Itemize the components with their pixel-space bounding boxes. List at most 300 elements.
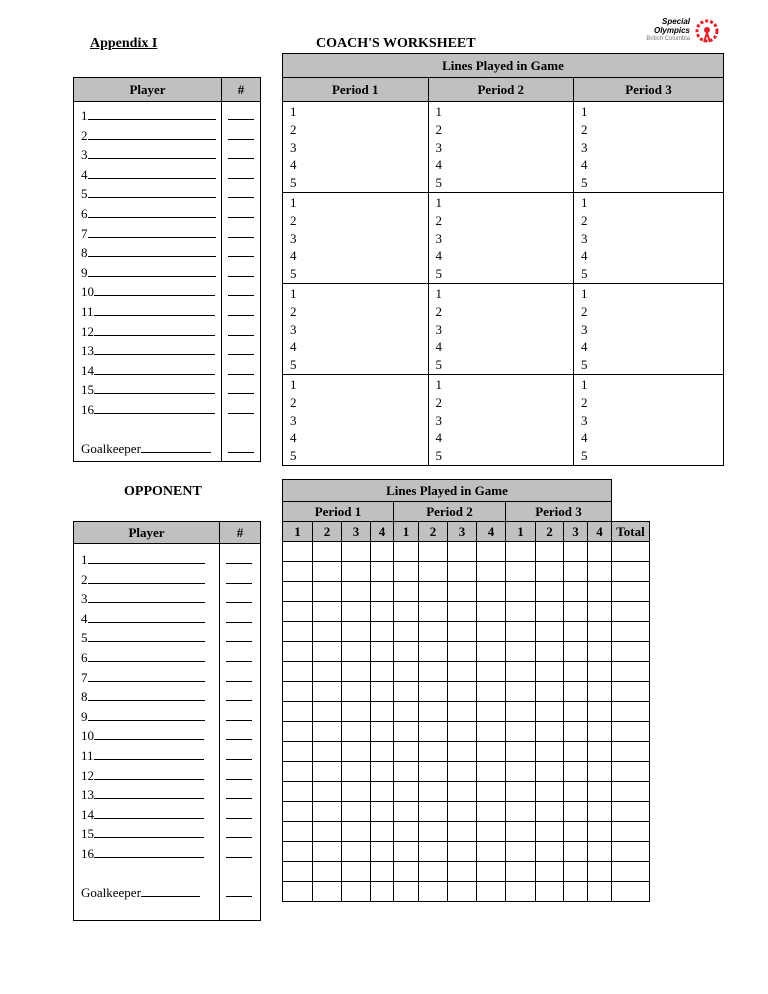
line-cell[interactable]	[477, 882, 506, 902]
line-cell[interactable]	[588, 582, 612, 602]
total-cell[interactable]	[612, 882, 650, 902]
line-cell[interactable]	[371, 722, 394, 742]
line-cell[interactable]	[419, 702, 448, 722]
line-cell[interactable]	[564, 862, 588, 882]
line-cell[interactable]	[313, 682, 342, 702]
line-cell[interactable]	[588, 562, 612, 582]
period-cell[interactable]	[574, 192, 724, 283]
line-cell[interactable]	[506, 802, 536, 822]
line-cell[interactable]	[313, 662, 342, 682]
line-cell[interactable]	[506, 822, 536, 842]
line-cell[interactable]	[564, 542, 588, 562]
player-name-blank[interactable]	[88, 649, 205, 662]
line-cell[interactable]	[536, 622, 564, 642]
line-cell[interactable]	[342, 882, 371, 902]
line-cell[interactable]	[419, 742, 448, 762]
line-cell[interactable]	[564, 822, 588, 842]
line-cell[interactable]	[536, 882, 564, 902]
line-cell[interactable]	[371, 782, 394, 802]
line-cell[interactable]	[536, 782, 564, 802]
jersey-number-blank[interactable]	[228, 323, 254, 336]
line-cell[interactable]	[313, 602, 342, 622]
line-cell[interactable]	[448, 542, 477, 562]
line-cell[interactable]	[313, 622, 342, 642]
line-cell[interactable]	[419, 582, 448, 602]
line-cell[interactable]	[536, 842, 564, 862]
line-cell[interactable]	[342, 582, 371, 602]
player-name-blank[interactable]	[94, 825, 204, 838]
line-cell[interactable]	[506, 562, 536, 582]
player-name-blank[interactable]	[94, 786, 204, 799]
line-cell[interactable]	[536, 862, 564, 882]
player-name-blank[interactable]	[88, 590, 205, 603]
line-cell[interactable]	[448, 742, 477, 762]
line-cell[interactable]	[313, 742, 342, 762]
line-cell[interactable]	[506, 882, 536, 902]
line-cell[interactable]	[371, 802, 394, 822]
line-cell[interactable]	[477, 642, 506, 662]
player-name-blank[interactable]	[88, 708, 205, 721]
player-name-blank[interactable]	[88, 669, 205, 682]
line-cell[interactable]	[448, 642, 477, 662]
player-name-blank[interactable]	[88, 205, 216, 218]
jersey-number-blank[interactable]	[228, 166, 254, 179]
line-cell[interactable]	[283, 882, 313, 902]
line-cell[interactable]	[283, 782, 313, 802]
line-cell[interactable]	[564, 662, 588, 682]
line-cell[interactable]	[448, 562, 477, 582]
line-cell[interactable]	[283, 682, 313, 702]
line-cell[interactable]	[313, 782, 342, 802]
period-cell[interactable]	[428, 283, 574, 374]
player-name-blank[interactable]	[94, 727, 204, 740]
line-cell[interactable]	[394, 562, 419, 582]
line-cell[interactable]	[588, 602, 612, 622]
line-cell[interactable]	[419, 862, 448, 882]
line-cell[interactable]	[371, 842, 394, 862]
line-cell[interactable]	[564, 802, 588, 822]
jersey-number-blank[interactable]	[228, 244, 254, 257]
line-cell[interactable]	[371, 682, 394, 702]
player-name-blank[interactable]	[88, 551, 205, 564]
line-cell[interactable]	[419, 642, 448, 662]
line-cell[interactable]	[419, 722, 448, 742]
line-cell[interactable]	[448, 582, 477, 602]
line-cell[interactable]	[342, 822, 371, 842]
line-cell[interactable]	[394, 542, 419, 562]
line-cell[interactable]	[394, 822, 419, 842]
line-cell[interactable]	[588, 802, 612, 822]
line-cell[interactable]	[342, 762, 371, 782]
player-name-blank[interactable]	[94, 283, 215, 296]
line-cell[interactable]	[477, 622, 506, 642]
line-cell[interactable]	[371, 622, 394, 642]
line-cell[interactable]	[342, 782, 371, 802]
line-cell[interactable]	[313, 542, 342, 562]
line-cell[interactable]	[448, 722, 477, 742]
line-cell[interactable]	[313, 822, 342, 842]
line-cell[interactable]	[448, 682, 477, 702]
line-cell[interactable]	[419, 782, 448, 802]
line-cell[interactable]	[394, 682, 419, 702]
jersey-number-blank[interactable]	[226, 825, 252, 838]
line-cell[interactable]	[419, 842, 448, 862]
jersey-number-blank[interactable]	[226, 629, 252, 642]
line-cell[interactable]	[342, 742, 371, 762]
total-cell[interactable]	[612, 842, 650, 862]
line-cell[interactable]	[564, 622, 588, 642]
line-cell[interactable]	[536, 762, 564, 782]
line-cell[interactable]	[342, 722, 371, 742]
line-cell[interactable]	[506, 582, 536, 602]
line-cell[interactable]	[283, 802, 313, 822]
line-cell[interactable]	[419, 882, 448, 902]
line-cell[interactable]	[588, 622, 612, 642]
jersey-number-blank[interactable]	[226, 786, 252, 799]
line-cell[interactable]	[506, 762, 536, 782]
total-cell[interactable]	[612, 542, 650, 562]
player-name-blank[interactable]	[94, 401, 215, 414]
line-cell[interactable]	[564, 842, 588, 862]
line-cell[interactable]	[448, 602, 477, 622]
line-cell[interactable]	[313, 802, 342, 822]
player-name-blank[interactable]	[94, 323, 215, 336]
line-cell[interactable]	[477, 822, 506, 842]
player-name-blank[interactable]	[88, 127, 216, 140]
line-cell[interactable]	[506, 542, 536, 562]
goalkeeper-blank[interactable]	[141, 884, 200, 897]
line-cell[interactable]	[283, 622, 313, 642]
line-cell[interactable]	[506, 702, 536, 722]
player-name-blank[interactable]	[88, 146, 216, 159]
period-cell[interactable]	[428, 102, 574, 193]
line-cell[interactable]	[313, 762, 342, 782]
jersey-number-blank[interactable]	[226, 806, 252, 819]
line-cell[interactable]	[419, 802, 448, 822]
jersey-number-blank[interactable]	[226, 551, 252, 564]
line-cell[interactable]	[477, 602, 506, 622]
line-cell[interactable]	[419, 622, 448, 642]
line-cell[interactable]	[342, 642, 371, 662]
line-cell[interactable]	[477, 582, 506, 602]
total-cell[interactable]	[612, 862, 650, 882]
line-cell[interactable]	[536, 822, 564, 842]
jersey-number-blank[interactable]	[226, 845, 252, 858]
line-cell[interactable]	[394, 622, 419, 642]
line-cell[interactable]	[588, 762, 612, 782]
line-cell[interactable]	[283, 742, 313, 762]
player-name-blank[interactable]	[88, 107, 216, 120]
line-cell[interactable]	[506, 622, 536, 642]
line-cell[interactable]	[536, 662, 564, 682]
line-cell[interactable]	[394, 602, 419, 622]
line-cell[interactable]	[564, 582, 588, 602]
line-cell[interactable]	[448, 662, 477, 682]
jersey-number-blank[interactable]	[226, 649, 252, 662]
line-cell[interactable]	[371, 542, 394, 562]
player-name-blank[interactable]	[88, 185, 216, 198]
line-cell[interactable]	[283, 602, 313, 622]
line-cell[interactable]	[371, 602, 394, 622]
jersey-number-blank[interactable]	[228, 107, 254, 120]
line-cell[interactable]	[564, 682, 588, 702]
period-cell[interactable]	[283, 102, 429, 193]
line-cell[interactable]	[477, 802, 506, 822]
line-cell[interactable]	[536, 682, 564, 702]
line-cell[interactable]	[313, 722, 342, 742]
period-cell[interactable]	[574, 374, 724, 465]
line-cell[interactable]	[564, 642, 588, 662]
total-cell[interactable]	[612, 622, 650, 642]
player-name-blank[interactable]	[94, 747, 204, 760]
line-cell[interactable]	[394, 702, 419, 722]
player-name-blank[interactable]	[94, 342, 215, 355]
total-cell[interactable]	[612, 682, 650, 702]
line-cell[interactable]	[564, 762, 588, 782]
line-cell[interactable]	[394, 742, 419, 762]
line-cell[interactable]	[506, 742, 536, 762]
line-cell[interactable]	[283, 542, 313, 562]
line-cell[interactable]	[564, 562, 588, 582]
line-cell[interactable]	[588, 662, 612, 682]
goalkeeper-blank[interactable]	[141, 440, 211, 453]
line-cell[interactable]	[536, 802, 564, 822]
line-cell[interactable]	[506, 862, 536, 882]
line-cell[interactable]	[283, 762, 313, 782]
jersey-number-blank[interactable]	[228, 205, 254, 218]
line-cell[interactable]	[506, 782, 536, 802]
line-cell[interactable]	[506, 662, 536, 682]
jersey-number-blank[interactable]	[226, 767, 252, 780]
total-cell[interactable]	[612, 802, 650, 822]
line-cell[interactable]	[588, 702, 612, 722]
line-cell[interactable]	[394, 862, 419, 882]
jersey-number-blank[interactable]	[226, 727, 252, 740]
line-cell[interactable]	[536, 582, 564, 602]
line-cell[interactable]	[313, 882, 342, 902]
line-cell[interactable]	[536, 722, 564, 742]
line-cell[interactable]	[448, 862, 477, 882]
goalkeeper-number-blank[interactable]	[226, 884, 252, 897]
line-cell[interactable]	[588, 742, 612, 762]
period-cell[interactable]	[283, 283, 429, 374]
line-cell[interactable]	[342, 802, 371, 822]
line-cell[interactable]	[342, 862, 371, 882]
total-cell[interactable]	[612, 762, 650, 782]
period-cell[interactable]	[574, 283, 724, 374]
line-cell[interactable]	[283, 562, 313, 582]
line-cell[interactable]	[588, 842, 612, 862]
line-cell[interactable]	[419, 602, 448, 622]
line-cell[interactable]	[394, 782, 419, 802]
line-cell[interactable]	[342, 682, 371, 702]
line-cell[interactable]	[536, 642, 564, 662]
jersey-number-blank[interactable]	[228, 283, 254, 296]
line-cell[interactable]	[506, 682, 536, 702]
line-cell[interactable]	[419, 542, 448, 562]
player-name-blank[interactable]	[88, 610, 205, 623]
line-cell[interactable]	[588, 642, 612, 662]
jersey-number-blank[interactable]	[228, 362, 254, 375]
line-cell[interactable]	[419, 682, 448, 702]
line-cell[interactable]	[394, 802, 419, 822]
total-cell[interactable]	[612, 742, 650, 762]
line-cell[interactable]	[371, 702, 394, 722]
player-name-blank[interactable]	[88, 225, 216, 238]
line-cell[interactable]	[564, 782, 588, 802]
line-cell[interactable]	[342, 602, 371, 622]
line-cell[interactable]	[477, 562, 506, 582]
line-cell[interactable]	[588, 542, 612, 562]
period-cell[interactable]	[428, 374, 574, 465]
line-cell[interactable]	[371, 642, 394, 662]
total-cell[interactable]	[612, 602, 650, 622]
jersey-number-blank[interactable]	[226, 590, 252, 603]
line-cell[interactable]	[342, 702, 371, 722]
player-name-blank[interactable]	[88, 166, 216, 179]
line-cell[interactable]	[394, 662, 419, 682]
line-cell[interactable]	[448, 882, 477, 902]
line-cell[interactable]	[564, 882, 588, 902]
line-cell[interactable]	[448, 702, 477, 722]
jersey-number-blank[interactable]	[226, 669, 252, 682]
line-cell[interactable]	[283, 642, 313, 662]
line-cell[interactable]	[536, 602, 564, 622]
line-cell[interactable]	[477, 862, 506, 882]
total-cell[interactable]	[612, 582, 650, 602]
line-cell[interactable]	[313, 642, 342, 662]
line-cell[interactable]	[536, 742, 564, 762]
line-cell[interactable]	[371, 822, 394, 842]
line-cell[interactable]	[564, 742, 588, 762]
jersey-number-blank[interactable]	[228, 303, 254, 316]
line-cell[interactable]	[313, 562, 342, 582]
line-cell[interactable]	[588, 722, 612, 742]
line-cell[interactable]	[536, 542, 564, 562]
line-cell[interactable]	[313, 842, 342, 862]
player-name-blank[interactable]	[94, 362, 215, 375]
line-cell[interactable]	[342, 542, 371, 562]
period-cell[interactable]	[574, 102, 724, 193]
line-cell[interactable]	[477, 842, 506, 862]
line-cell[interactable]	[536, 702, 564, 722]
line-cell[interactable]	[448, 842, 477, 862]
line-cell[interactable]	[564, 702, 588, 722]
line-cell[interactable]	[394, 842, 419, 862]
period-cell[interactable]	[283, 374, 429, 465]
player-name-blank[interactable]	[94, 806, 204, 819]
line-cell[interactable]	[371, 562, 394, 582]
line-cell[interactable]	[448, 822, 477, 842]
line-cell[interactable]	[448, 622, 477, 642]
line-cell[interactable]	[477, 782, 506, 802]
line-cell[interactable]	[477, 702, 506, 722]
line-cell[interactable]	[477, 542, 506, 562]
line-cell[interactable]	[283, 822, 313, 842]
line-cell[interactable]	[588, 782, 612, 802]
line-cell[interactable]	[477, 762, 506, 782]
line-cell[interactable]	[313, 862, 342, 882]
player-name-blank[interactable]	[94, 381, 215, 394]
player-name-blank[interactable]	[88, 571, 205, 584]
player-name-blank[interactable]	[94, 767, 204, 780]
line-cell[interactable]	[588, 682, 612, 702]
line-cell[interactable]	[283, 662, 313, 682]
total-cell[interactable]	[612, 822, 650, 842]
jersey-number-blank[interactable]	[228, 225, 254, 238]
line-cell[interactable]	[448, 802, 477, 822]
line-cell[interactable]	[283, 722, 313, 742]
line-cell[interactable]	[564, 602, 588, 622]
line-cell[interactable]	[394, 642, 419, 662]
line-cell[interactable]	[536, 562, 564, 582]
line-cell[interactable]	[448, 762, 477, 782]
line-cell[interactable]	[477, 742, 506, 762]
jersey-number-blank[interactable]	[228, 127, 254, 140]
period-cell[interactable]	[283, 192, 429, 283]
line-cell[interactable]	[342, 842, 371, 862]
period-cell[interactable]	[428, 192, 574, 283]
jersey-number-blank[interactable]	[226, 708, 252, 721]
jersey-number-blank[interactable]	[226, 688, 252, 701]
total-cell[interactable]	[612, 722, 650, 742]
player-name-blank[interactable]	[88, 688, 205, 701]
line-cell[interactable]	[506, 722, 536, 742]
total-cell[interactable]	[612, 562, 650, 582]
line-cell[interactable]	[419, 662, 448, 682]
total-cell[interactable]	[612, 642, 650, 662]
line-cell[interactable]	[419, 562, 448, 582]
jersey-number-blank[interactable]	[228, 264, 254, 277]
line-cell[interactable]	[506, 602, 536, 622]
line-cell[interactable]	[394, 762, 419, 782]
line-cell[interactable]	[283, 702, 313, 722]
total-cell[interactable]	[612, 702, 650, 722]
line-cell[interactable]	[283, 582, 313, 602]
total-cell[interactable]	[612, 662, 650, 682]
line-cell[interactable]	[588, 822, 612, 842]
line-cell[interactable]	[371, 662, 394, 682]
jersey-number-blank[interactable]	[228, 342, 254, 355]
line-cell[interactable]	[506, 842, 536, 862]
line-cell[interactable]	[313, 582, 342, 602]
line-cell[interactable]	[342, 662, 371, 682]
line-cell[interactable]	[419, 762, 448, 782]
player-name-blank[interactable]	[94, 303, 215, 316]
jersey-number-blank[interactable]	[226, 747, 252, 760]
jersey-number-blank[interactable]	[228, 146, 254, 159]
line-cell[interactable]	[283, 862, 313, 882]
jersey-number-blank[interactable]	[228, 185, 254, 198]
total-cell[interactable]	[612, 782, 650, 802]
line-cell[interactable]	[588, 882, 612, 902]
line-cell[interactable]	[477, 722, 506, 742]
line-cell[interactable]	[477, 682, 506, 702]
line-cell[interactable]	[313, 702, 342, 722]
jersey-number-blank[interactable]	[226, 571, 252, 584]
line-cell[interactable]	[394, 882, 419, 902]
line-cell[interactable]	[419, 822, 448, 842]
line-cell[interactable]	[371, 742, 394, 762]
player-name-blank[interactable]	[88, 264, 216, 277]
jersey-number-blank[interactable]	[228, 381, 254, 394]
player-name-blank[interactable]	[88, 629, 205, 642]
line-cell[interactable]	[371, 862, 394, 882]
jersey-number-blank[interactable]	[228, 401, 254, 414]
player-name-blank[interactable]	[94, 845, 204, 858]
line-cell[interactable]	[371, 762, 394, 782]
line-cell[interactable]	[342, 622, 371, 642]
